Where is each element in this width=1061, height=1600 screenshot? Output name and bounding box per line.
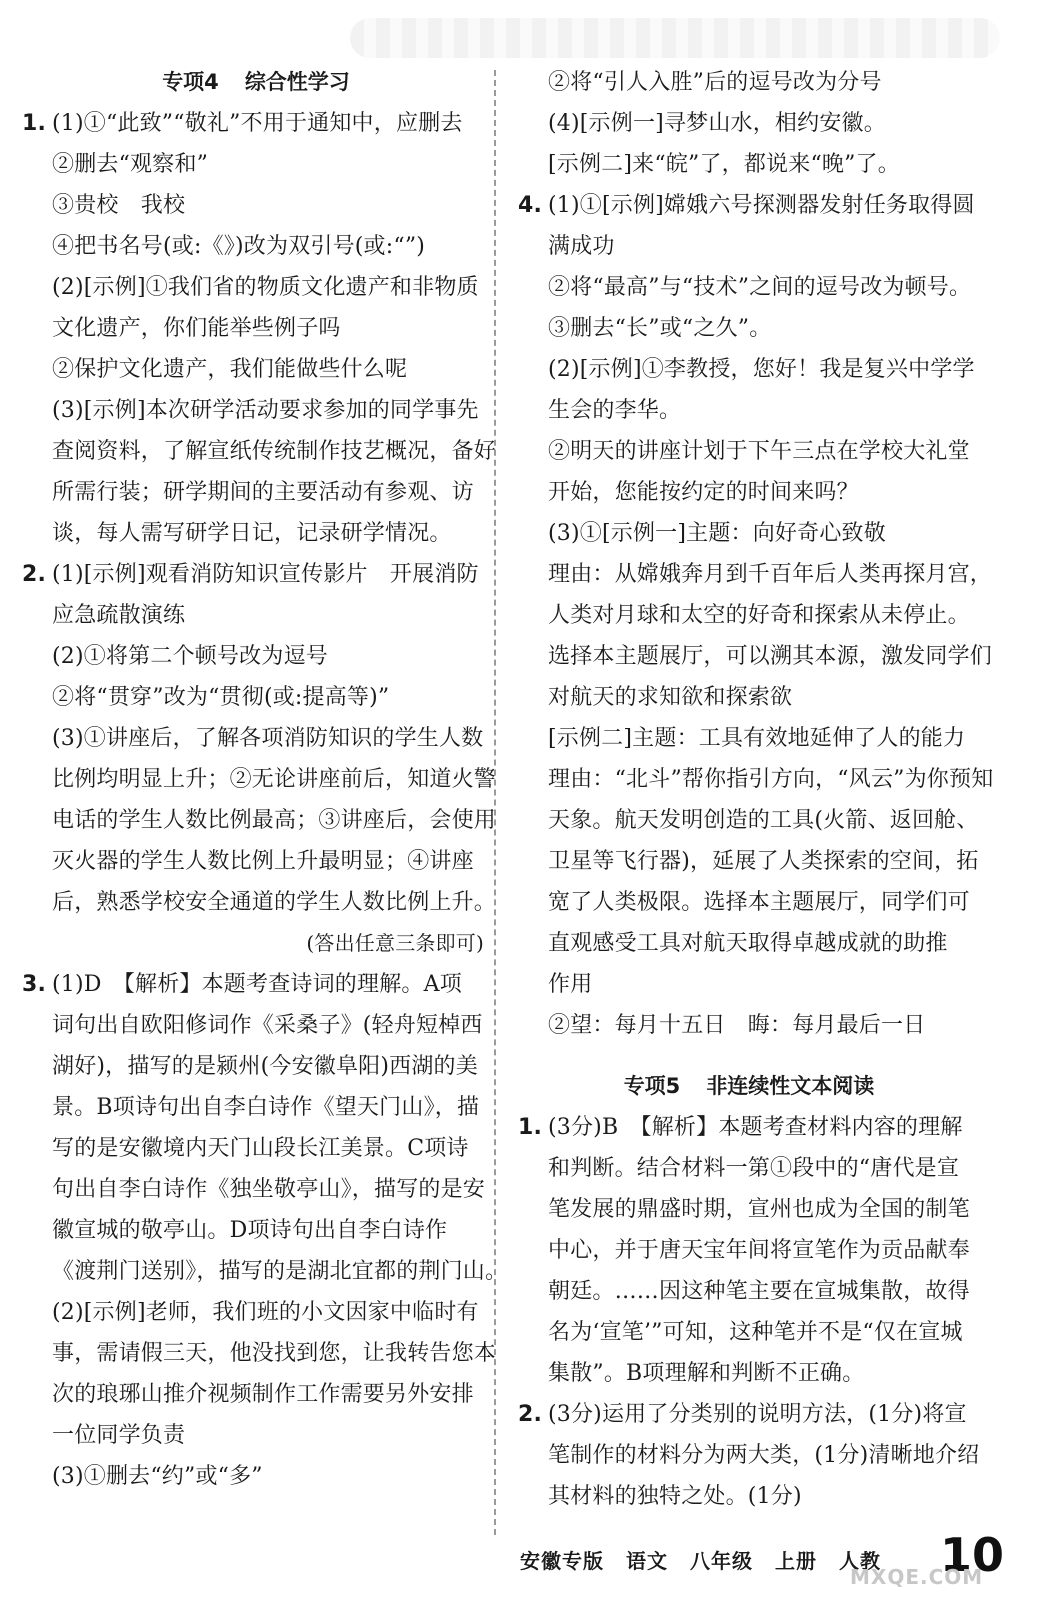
footer-subject: 语文 <box>626 1549 668 1573</box>
question-number: 2. <box>22 562 47 587</box>
question-line <box>518 1394 980 1435</box>
section4-title: 专项4 <box>162 70 219 94</box>
answer-line: 理由：“北斗”帮你指引方向，“风云”为你预知 <box>548 767 994 792</box>
question-line <box>22 103 490 144</box>
footer-grade: 八年级 <box>690 1549 753 1573</box>
answer-line: (2)[示例]①我们省的物质文化遗产和非物质 <box>52 275 479 300</box>
answer-line: 次的琅琊山推介视频制作工作需要另外安排 <box>52 1382 474 1407</box>
answer-line: ②删去“观察和” <box>52 152 209 177</box>
answer-line: 文化遗产，你们能举些例子吗 <box>52 316 341 341</box>
answer-line: ②保护文化遗产，我们能做些什么呢 <box>52 357 408 382</box>
footer-publisher: 人教 <box>839 1549 881 1573</box>
header-decoration <box>350 18 1000 58</box>
answer-line: (4)[示例一]寻梦山水，相约安徽。 <box>548 111 886 136</box>
answer-line: 词句出自欧阳修词作《采桑子》(轻舟短棹西 <box>52 1013 483 1038</box>
question-line <box>22 964 490 1005</box>
answer-text: (1)①[示例]嫦娥六号探测器发射任务取得圆 <box>548 193 975 218</box>
question-number: 4. <box>518 193 543 218</box>
answer-line: (2)①将第二个顿号改为逗号 <box>52 644 328 669</box>
answer-line: 笔发展的鼎盛时期，宣州也成为全国的制笔 <box>548 1197 970 1222</box>
answer-line: 应急疏散演练 <box>52 603 186 628</box>
answer-line: 景。B项诗句出自李白诗作《望天门山》，描 <box>52 1095 480 1120</box>
answer-line: 人类对月球和太空的好奇和探索从未停止。 <box>548 603 970 628</box>
answer-line: 徽宣城的敬亭山。D项诗句出自李白诗作 <box>52 1218 448 1243</box>
answer-text: (1)①“此致”“敬礼”不用于通知中，应删去 <box>52 111 463 136</box>
answer-line: 谈，每人需写研学日记，记录研学情况。 <box>52 521 452 546</box>
section4-subtitle: 综合性学习 <box>244 70 350 94</box>
answer-line: 所需行装；研学期间的主要活动有参观、访 <box>52 480 474 505</box>
answer-line: 集散”。B项理解和判断不正确。 <box>548 1361 865 1386</box>
question-number: 2. <box>518 1402 543 1427</box>
answer-line: 直观感受工具对航天取得卓越成就的助推 <box>548 931 948 956</box>
section5-heading <box>518 1066 980 1107</box>
answer-line: 湖好)，描写的是颍州(今安徽阜阳)西湖的美 <box>52 1054 478 1079</box>
answer-line: ②望：每月十五日 晦：每月最后一日 <box>548 1013 926 1038</box>
answer-line: 理由：从嫦娥奔月到千百年后人类再探月宫， <box>548 562 993 587</box>
section4-heading <box>22 62 490 103</box>
answer-line: 朝廷。……因这种笔主要在宣城集散，故得 <box>548 1279 970 1304</box>
answer-line: 其材料的独特之处。(1分) <box>548 1484 802 1509</box>
column-divider <box>494 70 496 1535</box>
answer-text: (1)[示例]观看消防知识宣传影片 开展消防 <box>52 562 479 587</box>
question-line <box>518 185 980 226</box>
page-footer <box>520 1545 903 1574</box>
footer-edition: 安徽专版 <box>520 1549 604 1573</box>
answer-line: 满成功 <box>548 234 615 259</box>
answer-line: 《渡荆门送别》，描写的是湖北宜都的荆门山。 <box>52 1259 508 1284</box>
answer-line: 事，需请假三天，他没找到您，让我转告您本 <box>52 1341 497 1366</box>
answer-line: 天象。航天发明创造的工具(火箭、返回舱、 <box>548 808 979 833</box>
answer-line: 笔制作的材料分为两大类，(1分)清晰地介绍 <box>548 1443 980 1468</box>
section4-answers-left <box>22 103 508 1497</box>
answer-line: ②将“最高”与“技术”之间的逗号改为顿号。 <box>548 275 972 300</box>
answer-line: (3)①删去“约”或“多” <box>52 1464 263 1489</box>
answer-line: [示例二]来“皖”了，都说来“晚”了。 <box>548 152 900 177</box>
answer-line: (2)[示例]①李教授，您好！我是复兴中学学 <box>548 357 975 382</box>
answer-line: 和判断。结合材料一第①段中的“唐代是宣 <box>548 1156 960 1181</box>
answer-line: ③删去“长”或“之久”。 <box>548 316 772 341</box>
answer-line: 一位同学负责 <box>52 1423 186 1448</box>
right-column <box>518 62 994 1517</box>
answer-line: 电话的学生人数比例最高；③讲座后，会使用 <box>52 808 497 833</box>
answer-line: (3)[示例]本次研学活动要求参加的同学事先 <box>52 398 479 423</box>
answer-line: (2)[示例]老师，我们班的小文因家中临时有 <box>52 1300 479 1325</box>
answer-text: (3分)运用了分类别的说明方法，(1分)将宣 <box>548 1402 967 1427</box>
answer-line: 后，熟悉学校安全通道的学生人数比例上升。 <box>52 890 497 915</box>
watermark: MXQE.COM <box>850 1565 984 1589</box>
section5-title: 专项5 <box>623 1074 681 1098</box>
answer-note: (答出任意三条即可) <box>306 931 484 955</box>
answer-line: ②将“引人入胜”后的逗号改为分号 <box>548 70 882 95</box>
footer-volume: 上册 <box>775 1549 817 1573</box>
question-number: 1. <box>518 1115 543 1140</box>
answer-line: 中心，并于唐天宝年间将宣笔作为贡品献奉 <box>548 1238 970 1263</box>
answer-line: ④把书名号(或:《》)改为双引号(或:“”) <box>52 234 426 259</box>
answer-line: 写的是安徽境内天门山段长江美景。C项诗 <box>52 1136 469 1161</box>
answer-line: 名为‘宣笔’”可知，这种笔并不是“仅在宣城 <box>548 1320 963 1345</box>
answer-line: 灭火器的学生人数比例上升最明显；④讲座 <box>52 849 474 874</box>
answer-line: ②明天的讲座计划于下午三点在学校大礼堂 <box>548 439 970 464</box>
question-number: 1. <box>22 111 47 136</box>
answer-text: (1)D 【解析】本题考查诗词的理解。A项 <box>52 972 462 997</box>
answer-line: 开始，您能按约定的时间来吗？ <box>548 480 859 505</box>
page-number: 10 <box>940 1528 1005 1582</box>
answer-line: ③贵校 我校 <box>52 193 186 218</box>
question-line <box>22 554 490 595</box>
answer-line: (3)①[示例一]主题：向好奇心致敬 <box>548 521 886 546</box>
question-line <box>518 1107 980 1148</box>
answer-line: 对航天的求知欲和探索欲 <box>548 685 793 710</box>
answer-line: 卫星等飞行器)，延展了人类探索的空间，拓 <box>548 849 979 874</box>
answer-line: 句出自李白诗作《独坐敬亭山》，描写的是安 <box>52 1177 486 1202</box>
answer-line: 宽了人类极限。选择本主题展厅，同学们可 <box>548 890 970 915</box>
section4-answers-right <box>518 62 994 1046</box>
question-number: 3. <box>22 972 47 997</box>
left-column <box>22 62 508 1497</box>
answer-line: 生会的李华。 <box>548 398 682 423</box>
answer-line: 选择本主题展厅，可以溯其本源，激发同学们 <box>548 644 993 669</box>
answer-line: 查阅资料，了解宣纸传统制作技艺概况，备好 <box>52 439 497 464</box>
answer-line: (3)①讲座后，了解各项消防知识的学生人数 <box>52 726 484 751</box>
answer-line: 作用 <box>548 972 593 997</box>
section5-subtitle: 非连续性文本阅读 <box>706 1074 875 1098</box>
section5-answers <box>518 1107 980 1517</box>
answer-line: [示例二]主题：工具有效地延伸了人的能力 <box>548 726 966 751</box>
answer-line: 比例均明显上升；②无论讲座前后，知道火警 <box>52 767 497 792</box>
answer-line: ②将“贯穿”改为“贯彻(或:提高等)” <box>52 685 390 710</box>
answer-text: (3分)B 【解析】本题考查材料内容的理解 <box>548 1115 963 1140</box>
